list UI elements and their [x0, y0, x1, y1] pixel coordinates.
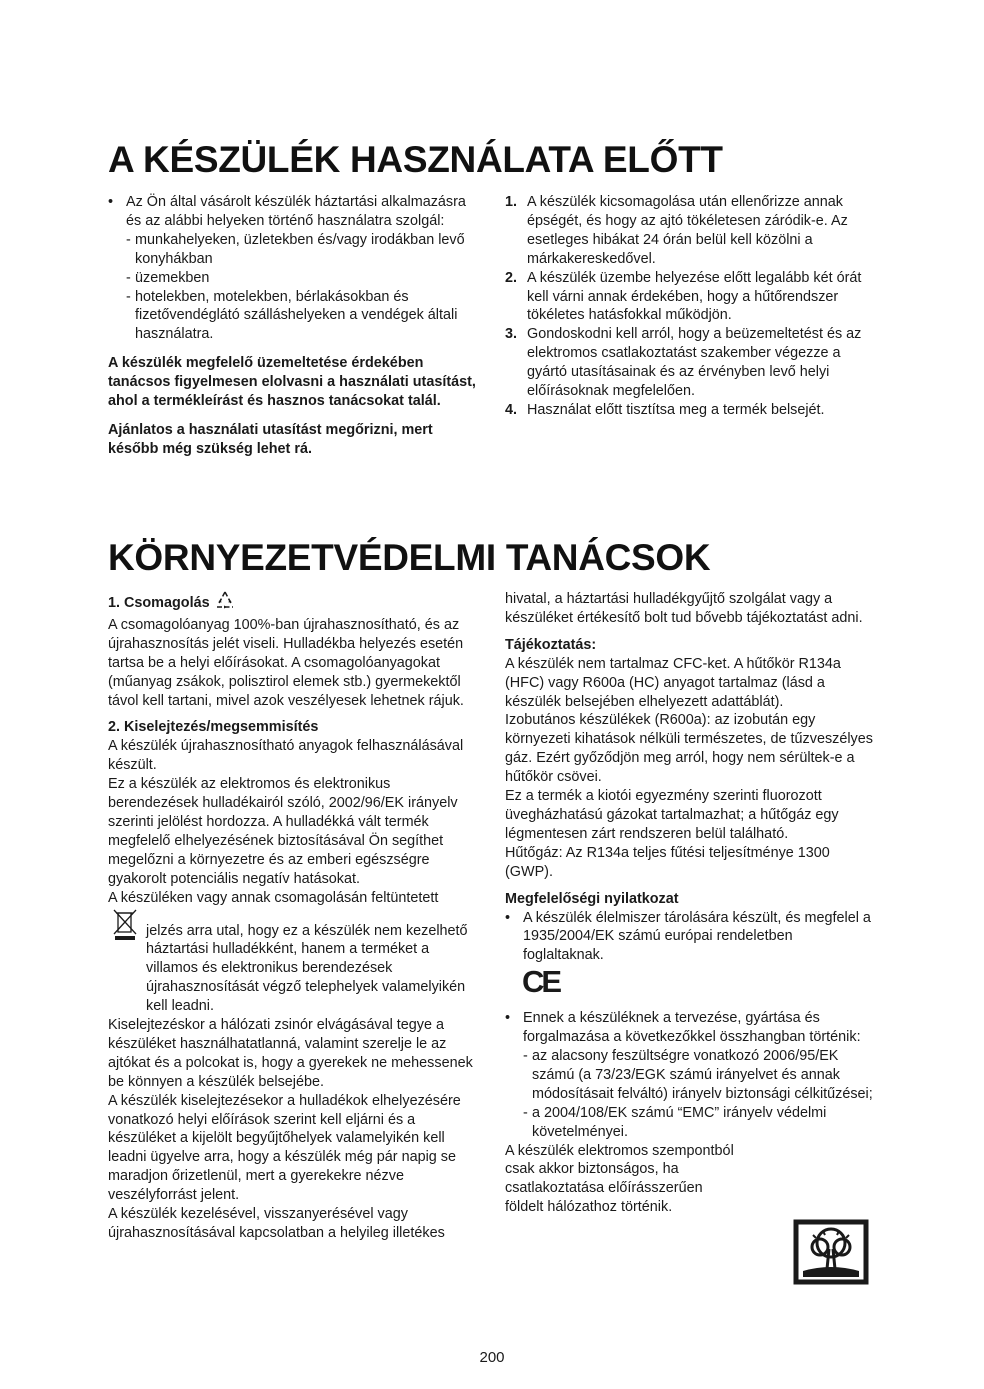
disposal-para-continued: hivatal, a háztartási hulladékgyűjtő szolgálat vagy a készüléket értékesítő bolt tud bővebb tájékoztatást adni. [505, 591, 863, 626]
ce-mark-block [505, 965, 877, 1009]
info-para: Hűtőgáz: Az R134a teljes fűtési teljesítménye 1300 (GWP). [505, 844, 830, 880]
step-item: 3. Gondoskodni kell arról, hogy a beüzemeltetést és az elektromos csatlakoztatást szakember végezze a gyártó utasításainak és az érvényben levő helyi előírásoknak megfelelően. [505, 326, 862, 400]
place-item: - munkahelyeken, üzletekben és/vagy irodákban levő konyhákban [126, 231, 465, 267]
disposal-heading: 2. Kiselejtezés/megsemmisítés [108, 719, 319, 736]
info-para: Ez a termék a kiotói egyezmény szerinti fluorozott üvegházhatású gázokat tartalmazhat; a hűtőgáz egy légmentesen zárt rendszeren belül található. [505, 788, 839, 842]
packaging-heading: 1. Csomagolás [108, 590, 480, 616]
ce-mark-icon: CE [522, 964, 560, 1000]
place-item: - hotelekben, motelekben, bérlakásokban és fizetővendéglátó szálláshelyeken a vendégek általi használatra. [126, 288, 458, 343]
section-title-before-use: A KÉSZÜLÉK HASZNÁLATA ELŐTT [108, 139, 723, 180]
important-note: A készülék megfelelő üzemeltetése érdekében tanácsos figyelmesen elolvasni a használati utasítást, ahol a termékleírást és hasznos tanácsokat talál. [108, 355, 476, 410]
before-use-right-column [505, 193, 875, 420]
disposal-para: A készülék újrahasznosítható anyagok felhasználásával készült. [108, 738, 464, 774]
weee-para: jelzés arra utal, hogy ez a készülék nem kezelhető háztartási hulladékként, hanem a terméket a villamos és elektronikus berendezések újrahasznosítását végző telephelyek valamelyikén kell leadni. [108, 922, 480, 1017]
environment-tree-logo [793, 1219, 869, 1285]
step-item: 4. Használat előtt tisztítsa meg a termék belsejét. [505, 401, 825, 418]
environment-right-column [505, 590, 877, 1217]
keep-manual-note: Ajánlatos a használati utasítást megőrizni, mert később még szükség lehet rá. [108, 421, 433, 457]
info-para: A készülék nem tartalmaz CFC-ket. A hűtőkör R134a (HFC) vagy R600a (HC) anyagot tartalmaz (lásd a készülék belsejében elhelyezett adattáblát). [505, 655, 841, 710]
disposal-para: Ez a készülék az elektromos és elektronikus berendezések hulladékairól szóló, 2002/96/EK irányelv szerinti jelölést hordozza. A hulladékká vált termék megfelelő elhelyezésének biztosításával Ön segíthet megelőzni a környezetre és az emberi egészségre gyakorolt potenciális negatív hatásokat. [108, 776, 458, 887]
disposal-para: A készülék kiselejtezésekor a hulladékok elhelyezésére vonatkozó helyi előírások szerint kell eljárni és a készüléket a kijelölt begyűjtőhelyek valamelyikén kell leadni ügyelve arra, hogy a készülék még pár napig se maradjon őrizetlenül, mert a gyerekekre nézve veszélyforrást jelent. [108, 1092, 461, 1204]
info-heading: Tájékoztatás: [505, 636, 597, 653]
directive-item: - a 2004/108/EK számú “EMC” irányelv védelmi követelményei. [523, 1104, 827, 1140]
conformity-heading: Megfelelőségi nyilatkozat [505, 890, 679, 907]
step-item: 1. A készülék kicsomagolása után ellenőrizze annak épségét, és hogy az ajtó tökéletesen záródik-e. Az esetleges hibákat 24 órán belül kell közölni a márkakereskedővel. [505, 194, 848, 267]
disposal-para: A készülék kezelésével, visszanyerésével vagy újrahasznosításával kapcsolatban a helyileg illetékes [108, 1206, 445, 1241]
conformity-bullet: • Ennek a készüléknek a tervezése, gyártása és forgalmazása a következőkkel összhangban történik: [505, 1010, 861, 1046]
recycle-icon [214, 590, 236, 616]
conformity-bullet: • A készülék élelmiszer tárolására készült, és megfelel a 1935/2004/EK számú európai rendeletben foglaltaknak. [505, 909, 871, 964]
disposal-para: A készüléken vagy annak csomagolásán feltüntetett [108, 889, 439, 906]
disposal-para: Kiselejtezéskor a hálózati zsinór elvágásával tegye a készüléket használhatatlanná, valamint szerelje le az ajtókat és a polcokat is, hogy a gyerekek ne mehessenek be könnyen a készülék belsejébe. [108, 1017, 473, 1090]
info-para: Izobutános készülékek (R600a): az izobután egy környezeti kihatások nélküli természetes, de tűzveszélyes gáz. Ezért győződjön meg arról, hogy nem sérültek-e a hűtőkör csövei. [505, 712, 873, 786]
crossed-bin-icon [112, 908, 138, 948]
intro-bullet: • Az Ön által vásárolt készülék háztartási alkalmazásra és az alábbi helyeken történő használatra szolgál: [108, 194, 466, 229]
safety-text: A készülék elektromos szempontból csak akkor biztonságos, ha csatlakoztatása előírásszerűen földelt hálózathoz történik. [505, 1142, 734, 1216]
directive-item: - az alacsony feszültségre vonatkozó 2006/95/EK számú (a 73/23/EGK számú irányelvet és annak módosításait felváltó) irányelv biztonsági célkitűzései; [523, 1048, 873, 1102]
place-item: - üzemekben [126, 269, 210, 286]
page-number: 200 [479, 1349, 505, 1366]
before-use-left-column [108, 193, 478, 459]
step-item: 2. A készülék üzembe helyezése előtt legalább két órát kell várni annak érdekében, hogy a hűtőrendszer tökéletes hatásfokkal működjön. [505, 269, 862, 324]
environment-left-column [108, 590, 480, 1243]
packaging-text: A csomagolóanyag 100%-ban újrahasznosítható, és az újrahasznosítás jelét viseli. Hulladékba helyezés esetén tartsa be a helyi előírásokat. A csomagolóanyagokat (műanyag zsákok, polisztirol elemek stb.) gyermekektől távol kell tartani, mivel azok veszélyesek lehetnek rájuk. [108, 616, 464, 709]
section-title-environment: KÖRNYEZETVÉDELMI TANÁCSOK [108, 537, 711, 578]
